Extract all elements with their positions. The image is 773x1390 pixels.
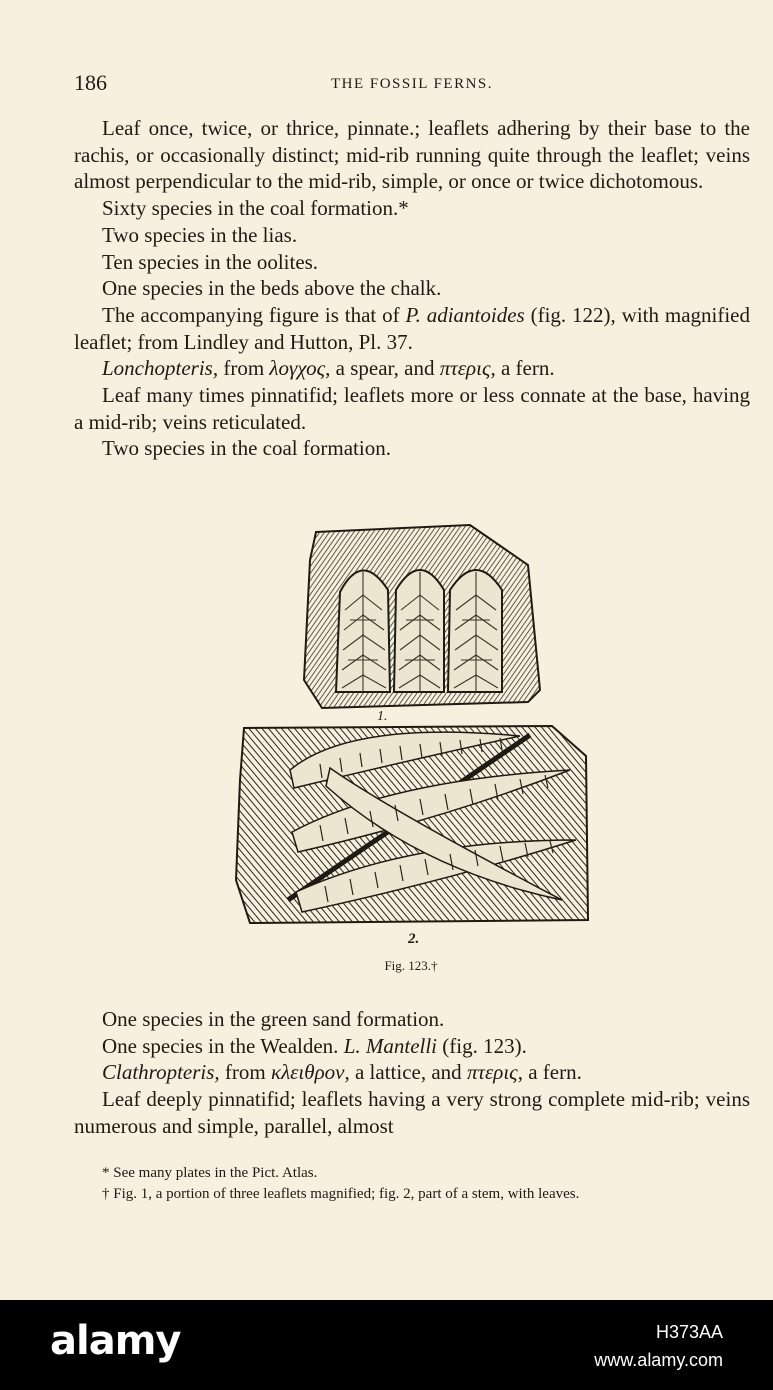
body-text-top xyxy=(74,115,750,462)
paragraph xyxy=(74,1086,750,1139)
italic-term: Clathropteris, xyxy=(102,1060,220,1085)
brand-logo: alamy xyxy=(50,1318,181,1364)
text-run: One species in the beds above the chalk. xyxy=(102,276,442,301)
text-run: Ten species in the oolites. xyxy=(102,249,319,274)
text-run: Sixty species in the coal formation.* xyxy=(102,196,409,221)
paragraph xyxy=(74,435,750,462)
paragraph xyxy=(74,115,750,195)
paragraph xyxy=(74,302,750,355)
body-text-bottom xyxy=(74,1006,750,1140)
paragraph xyxy=(74,382,750,435)
text-run: One species in the Wealden. xyxy=(102,1033,344,1058)
paragraph xyxy=(74,1006,750,1033)
running-head xyxy=(74,70,750,98)
italic-term: P. adiantoides xyxy=(405,302,525,327)
italic-term: Lonchopteris, xyxy=(102,356,219,381)
paragraph xyxy=(74,1059,750,1086)
figure-label-1: 1. xyxy=(377,709,388,724)
fossil-figure xyxy=(230,520,592,980)
running-title: THE FOSSIL FERNS. xyxy=(330,76,494,92)
text-run: from xyxy=(219,1060,271,1085)
site-url: www.alamy.com xyxy=(594,1350,723,1370)
paragraph xyxy=(74,222,750,249)
text-run: Two species in the lias. xyxy=(102,222,298,247)
page-number: 186 xyxy=(74,70,107,95)
paragraph xyxy=(74,195,750,222)
paragraph xyxy=(74,249,750,276)
text-run: , a spear, and xyxy=(325,356,440,381)
text-run: (fig. 123). xyxy=(437,1033,527,1058)
text-run: Leaf deeply pinnatifid; leaflets having a very strong complete mid-rib; veins numerous and simple, parallel, almost xyxy=(74,1087,750,1138)
fig2-stem-with-leaves xyxy=(236,726,588,923)
footnotes xyxy=(74,1163,750,1205)
image-id: H373AA xyxy=(655,1322,723,1342)
italic-term: πτερις xyxy=(466,1060,518,1085)
text-run: from xyxy=(218,356,270,381)
text-run: , a fern. xyxy=(490,356,555,381)
watermark-banner xyxy=(0,1300,773,1390)
paragraph xyxy=(74,275,750,302)
paragraph xyxy=(74,1033,750,1060)
text-run: Two species in the coal formation. xyxy=(102,436,391,461)
footnote: † Fig. 1, a portion of three leaflets magnified; fig. 2, part of a stem, with leaves. xyxy=(102,1186,580,1202)
text-run: The accompanying figure is that of xyxy=(102,302,406,327)
figure-label-2: 2. xyxy=(408,931,420,945)
text-run: , a lattice, and xyxy=(344,1060,467,1085)
figure-caption: Fig. 123.† xyxy=(384,958,438,973)
fossil-engraving xyxy=(230,520,592,945)
italic-term: L. Mantelli xyxy=(343,1033,438,1058)
text-run: One species in the green sand formation. xyxy=(102,1007,445,1031)
fig1-leaflets xyxy=(304,525,540,708)
italic-term: λογχος xyxy=(269,356,326,381)
italic-term: πτερις xyxy=(439,356,491,381)
paragraph xyxy=(74,355,750,382)
text-run: Leaf once, twice, or thrice, pinnate.; leaflets adhering by their base to the rachis, or occasionally distinct; mid-rib running quite through the leaflet; veins almost perpendicular to the mid-rib, simple, or once or twice dichotomous. xyxy=(74,116,750,194)
text-run: (fig. 122), with magnified leaflet; from Lindley and Hutton, Pl. 37. xyxy=(74,302,750,354)
text-run: Leaf many times pinnatifid; leaflets more or less connate at the base, having a mid-rib; veins reticulated. xyxy=(74,383,750,434)
text-run: , a fern. xyxy=(517,1060,582,1085)
footnote: * See many plates in the Pict. Atlas. xyxy=(102,1165,318,1181)
italic-term: κλειθρον xyxy=(270,1060,345,1085)
